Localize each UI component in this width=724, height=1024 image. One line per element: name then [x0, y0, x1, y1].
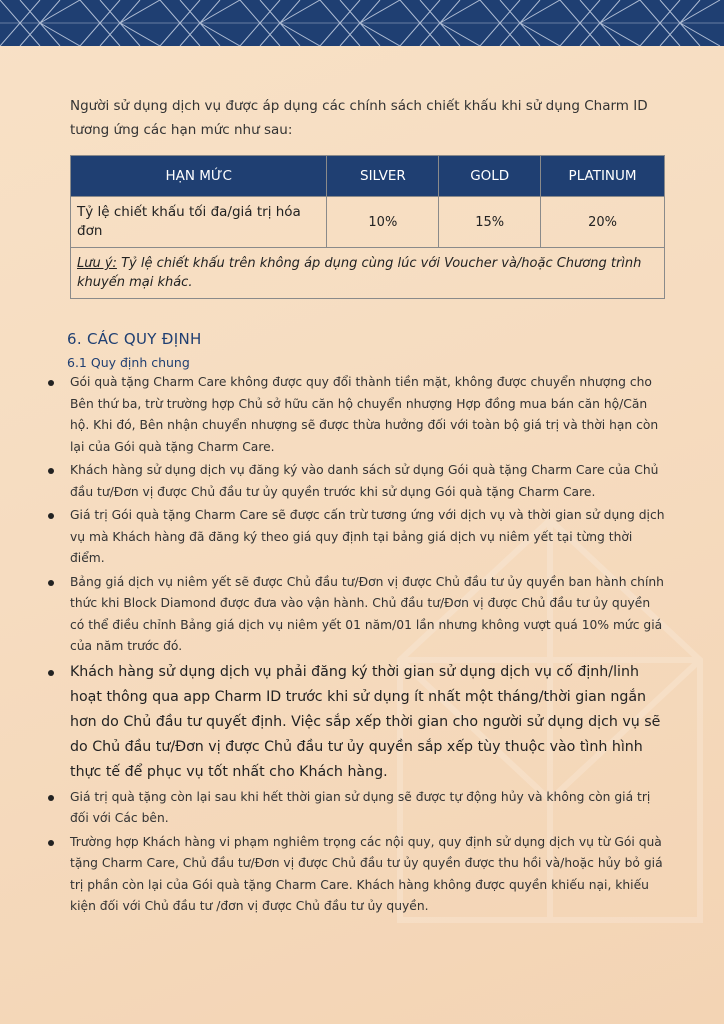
discount-table — [70, 155, 665, 299]
table-header-row — [71, 156, 665, 197]
list-item: Khách hàng sử dụng dịch vụ phải đăng ký thời gian sử dụng dịch vụ cố định/linh hoạt thông qua app Charm ID trước khi sử dụng ít nhất một tháng/thời gian ngắn hơn do Chủ đầu tư quyết định. Việc sắp xếp thời gian cho người sử dụng dịch vụ sẽ do Chủ đầu tư/Đơn vị được Chủ đầu tư ủy quyền sắp xếp tùy thuộc vào tình hình thực tế để phục vụ tốt nhất cho Khách hàng. — [70, 660, 666, 785]
note-label: Lưu ý: — [77, 256, 117, 271]
header-cell: SILVER — [327, 156, 439, 197]
gold-value: 15% — [439, 197, 541, 248]
geometric-pattern-icon — [0, 0, 724, 46]
list-item: Bảng giá dịch vụ niêm yết sẽ được Chủ đầu tư/Đơn vị được Chủ đầu tư ủy quyền ban hành chính thức khi Block Diamond được đưa vào vận hành. Chủ đầu tư/Đơn vị được Chủ đầu tư ủy quyền có thể điều chỉnh Bảng giá dịch vụ niêm yết 01 năm/01 lần nhưng không vượt quá 10% mức giá của năm trước đó. — [70, 572, 666, 658]
subsection-title: 6.1 Quy định chung — [67, 355, 190, 370]
header-cell: GOLD — [439, 156, 541, 197]
row-label: Tỷ lệ chiết khấu tối đa/giá trị hóa đơn — [71, 197, 327, 248]
header-cell: HẠN MỨC — [71, 156, 327, 197]
list-item: Trường hợp Khách hàng vi phạm nghiêm trọng các nội quy, quy định sử dụng dịch vụ từ Gói quà tặng Charm Care, Chủ đầu tư/Đơn vị được Chủ đầu tư ủy quyền được thu hồi và/hoặc hủy bỏ giá trị phần còn lại của Gói quà tặng Charm Care. Khách hàng không được quyền khiếu nại, khiếu kiện đối với Chủ đầu tư /đơn vị được Chủ đầu tư ủy quyền. — [70, 832, 666, 918]
header-cell: PLATINUM — [541, 156, 665, 197]
header-banner — [0, 0, 724, 46]
silver-value: 10% — [327, 197, 439, 248]
intro-paragraph: Người sử dụng dịch vụ được áp dụng các chính sách chiết khấu khi sử dụng Charm ID tương ứng các hạn mức như sau: — [70, 98, 648, 138]
list-item: Giá trị quà tặng còn lại sau khi hết thời gian sử dụng sẽ được tự động hủy và không còn giá trị đối với Các bên. — [70, 787, 666, 830]
note-text: Tỷ lệ chiết khấu trên không áp dụng cùng lúc với Voucher và/hoặc Chương trình khuyến mại khác. — [77, 256, 642, 290]
section-title: 6. CÁC QUY ĐỊNH — [67, 330, 202, 348]
list-item: Gói quà tặng Charm Care không được quy đổi thành tiền mặt, không được chuyển nhượng cho Bên thứ ba, trừ trường hợp Chủ sở hữu căn hộ chuyển nhượng Hợp đồng mua bán căn hộ/Căn hộ. Khi đó, Bên nhận chuyển nhượng sẽ được thừa hưởng đối với toàn bộ giá trị và thời hạn còn lại của Gói quà tặng Charm Care. — [70, 372, 666, 458]
table-note-row — [71, 248, 665, 299]
platinum-value: 20% — [541, 197, 665, 248]
list-item: Giá trị Gói quà tặng Charm Care sẽ được cấn trừ tương ứng với dịch vụ và thời gian sử dụng dịch vụ mà Khách hàng đã đăng ký theo giá quy định tại bảng giá dịch vụ niêm yết tại từng thời điểm. — [70, 505, 666, 570]
table-row — [71, 197, 665, 248]
rules-list — [70, 372, 666, 920]
table-note — [71, 248, 665, 299]
list-item: Khách hàng sử dụng dịch vụ đăng ký vào danh sách sử dụng Gói quà tặng Charm Care của Chủ đầu tư/Đơn vị được Chủ đầu tư ủy quyền trước khi sử dụng Gói quà tặng Charm Care. — [70, 460, 666, 503]
